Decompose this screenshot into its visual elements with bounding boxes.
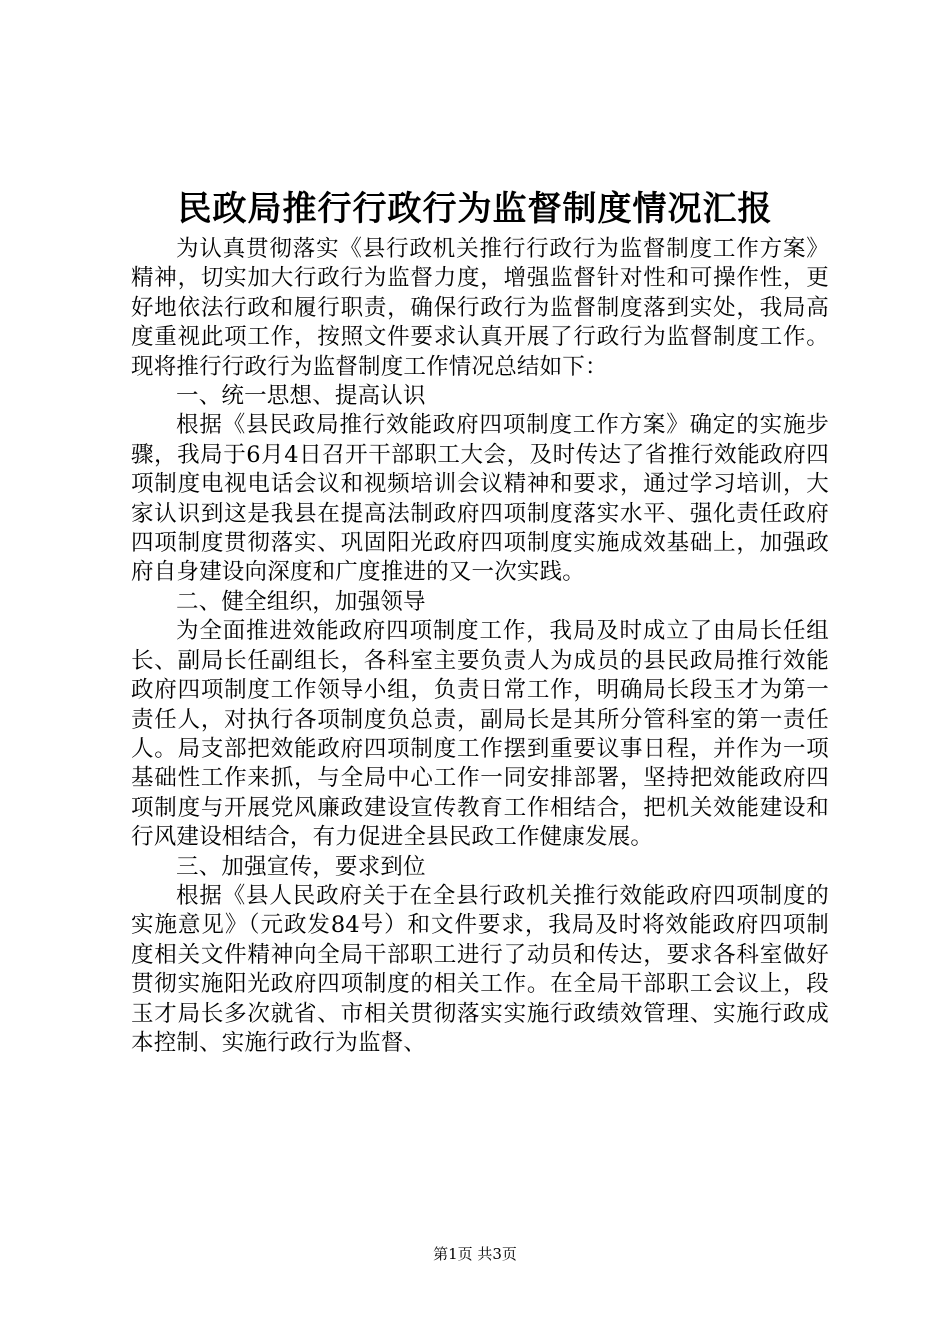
section-heading-2: 二、健全组织，加强领导 [176,588,426,615]
section-body-3: 根据《县人民政府关于在全县行政机关推行效能政府四项制度的实施意见》（元政发84号）和文件要求，我局及时将效能政府四项制度相关文件精神向全局干部职工进行了动员和传达，要求各科室做好贯彻实施阳光政府四项制度的相关工作。在全局干部职工会议上，段玉才局长多次就省、市相关贯彻落实实施行政绩效管理、实施行政成本控制、实施行政行为监督、 [131,882,829,1056]
document-title: 民政局推行行政行为监督制度情况汇报 [177,189,773,229]
section-body-1: 根据《县民政局推行效能政府四项制度工作方案》确定的实施步骤，我局于6月4日召开干部职工大会，及时传达了省推行效能政府四项制度电视电话会议和视频培训会议精神和要求，通过学习培训，大家认识到这是我县在提高法制政府四项制度落实水平、强化责任政府四项制度贯彻落实、巩固阳光政府四项制度实施成效基础上，加强政府自身建设向深度和广度推进的又一次实践。 [131,412,829,586]
section-heading-1: 一、统一思想、提高认识 [176,383,426,410]
section-heading-3: 三、加强宣传，要求到位 [176,853,426,880]
page-number-footer: 第1页 共3页 [433,1245,517,1263]
section-body-2: 为全面推进效能政府四项制度工作，我局及时成立了由局长任组长、副局长任副组长，各科室主要负责人为成员的县民政局推行效能政府四项制度工作领导小组，负责日常工作，明确局长段玉才为第一责任人，对执行各项制度负总责，副局长是其所分管科室的第一责任人。局支部把效能政府四项制度工作摆到重要议事日程，并作为一项基础性工作来抓，与全局中心工作一同安排部署，坚持把效能政府四项制度与开展党风廉政建设宣传教育工作相结合，把机关效能建设和行风建设相结合，有力促进全县民政工作健康发展。 [131,618,829,851]
document-body [131,235,829,1058]
intro-paragraph: 为认真贯彻落实《县行政机关推行行政行为监督制度工作方案》精神，切实加大行政行为监督力度，增强监督针对性和可操作性，更好地依法行政和履行职责，确保行政行为监督制度落到实处，我局高度重视此项工作，按照文件要求认真开展了行政行为监督制度工作。现将推行行政行为监督制度工作情况总结如下： [131,236,829,380]
